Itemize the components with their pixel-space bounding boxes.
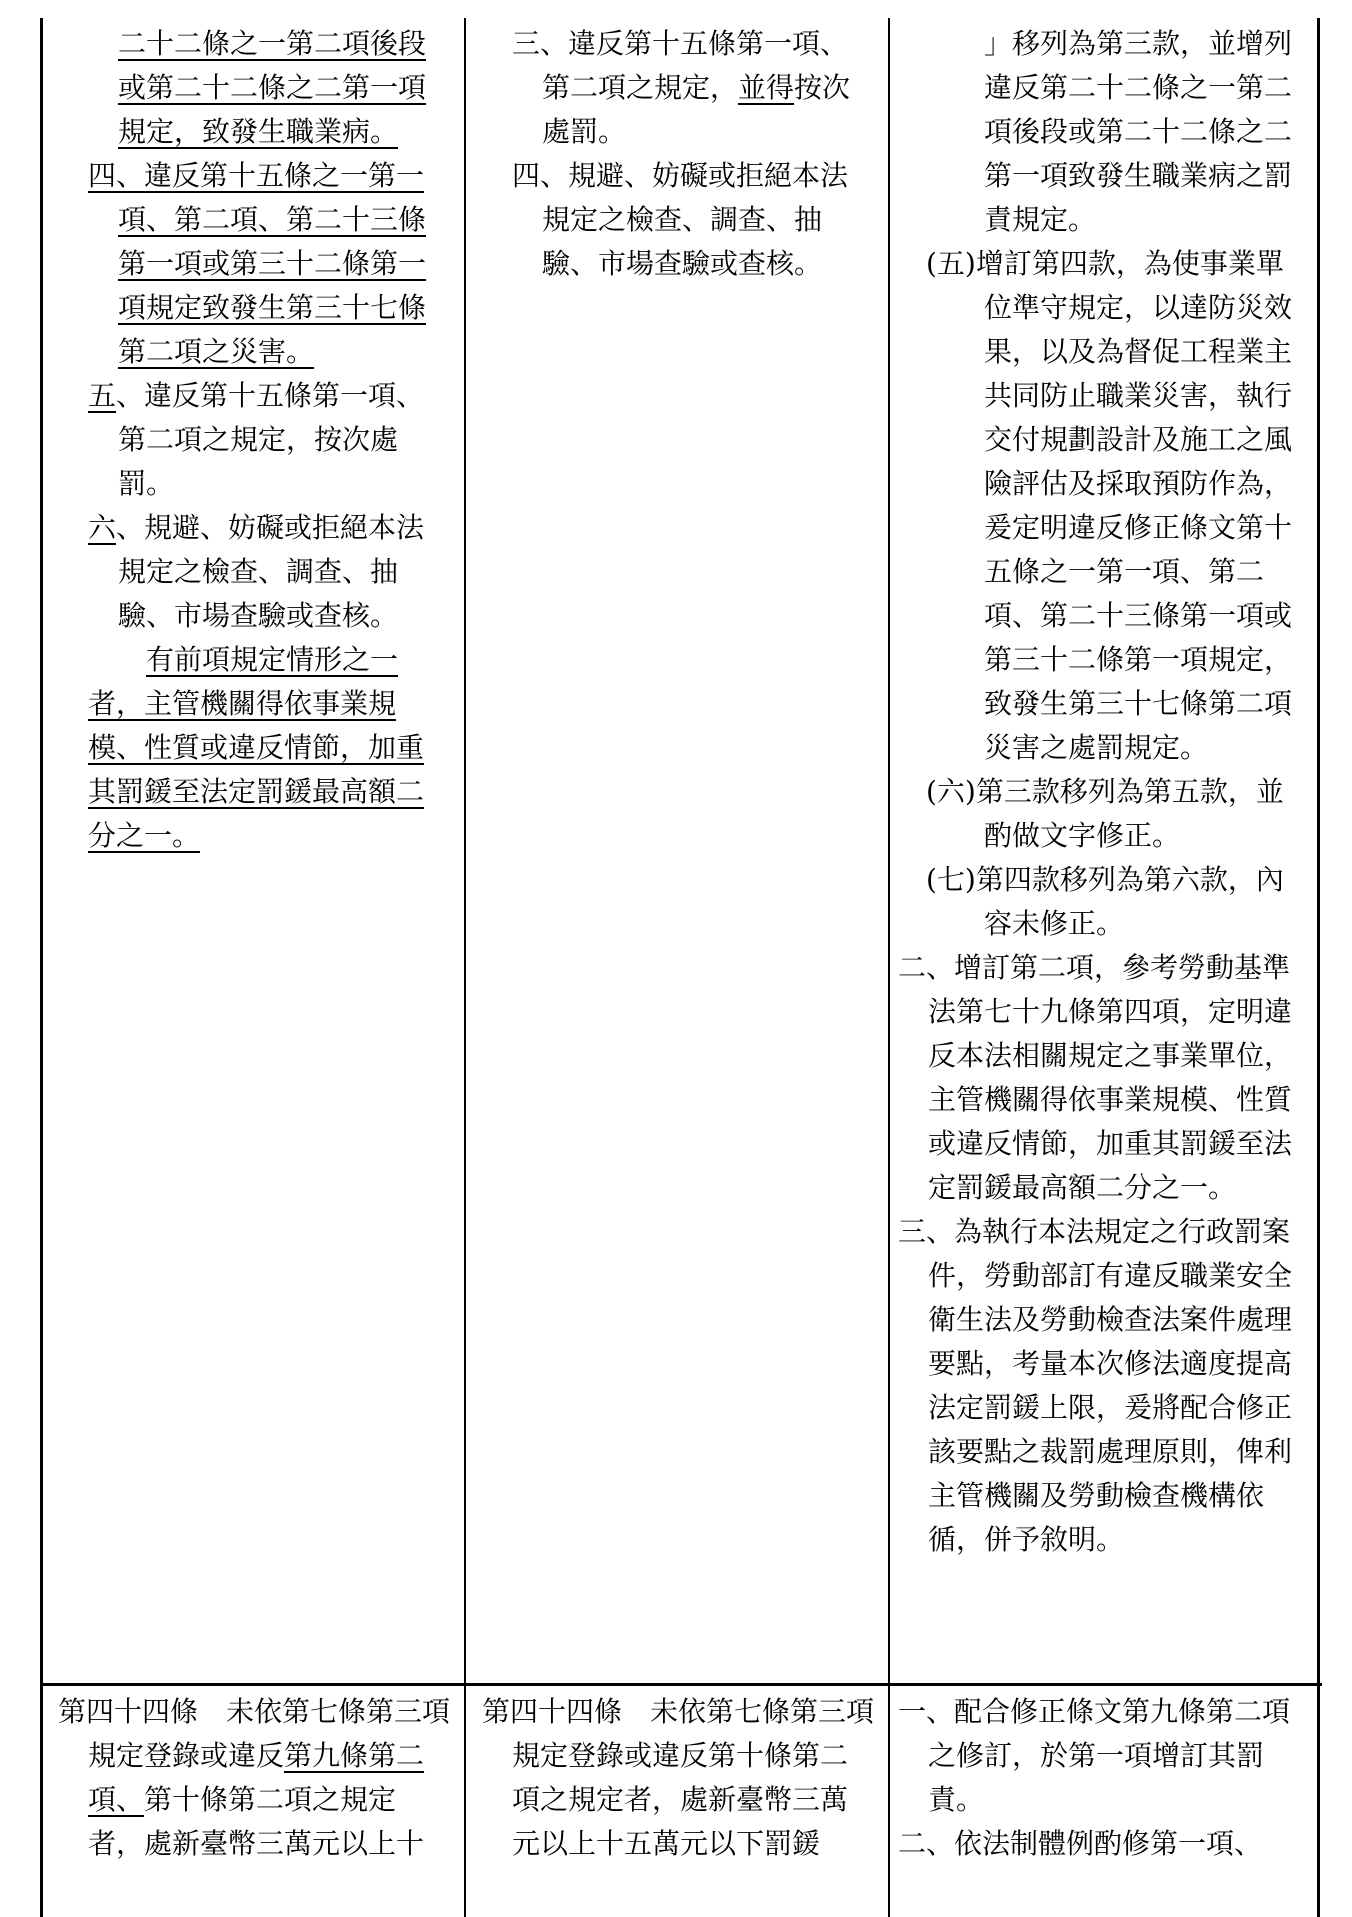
row1-explanation-item-4-tail: 」移列為第三款，並增列違反第二十二條之一第二項後段或第二十二條之二第一項致發生職業病之罰責規定。 — [984, 27, 1293, 236]
column-divider-2 — [888, 18, 890, 1917]
row1-current-text-cell — [512, 22, 872, 286]
amendment-comparison-table — [40, 18, 1322, 1917]
row2-current-article-44: 第四十四條 未依第七條第三項規定登錄或違反第十條第二項之規定者，處新臺幣三萬元以上十五萬元以下罰鍰 — [482, 1695, 875, 1860]
row1-current-item-4: 四、規避、妨礙或拒絕本法規定之檢查、調查、抽驗、市場查驗或查核。 — [512, 159, 849, 280]
row1-amended-item-4: 四、違反第十五條之一第一項、第二項、第二十三條第一項或第三十二條第一項規定致發生第三十七條第二項之災害。 — [88, 159, 427, 368]
row1-explanation-cell — [898, 22, 1306, 1562]
row1-amended-item-5: 五、違反第十五條第一項、第二項之規定，按次處罰。 — [88, 379, 425, 500]
row1-amended-item-3-tail: 二十二條之一第二項後段或第二十二條之二第一項規定，致發生職業病。 — [118, 27, 427, 148]
row1-explanation-item-3: 三、為執行本法規定之行政罰案件，勞動部訂有違反職業安全衛生法及勞動檢查法案件處理要點，考量本次修法適度提高法定罰鍰上限，爰將配合修正該要點之裁罰處理原則，俾利主管機關及勞動檢查機構依循，併予敘明。 — [898, 1215, 1293, 1556]
row2-amended-text-cell — [58, 1690, 450, 1866]
row1-amended-item-6: 六、規避、妨礙或拒絕本法規定之檢查、調查、抽驗、市場查驗或查核。 — [88, 511, 425, 632]
row1-current-item-3: 三、違反第十五條第一項、第二項之規定，並得按次處罰。 — [512, 27, 851, 148]
row1-explanation-sub-7: (七)第四款移列為第六款，內容未修正。 — [926, 863, 1284, 940]
row1-explanation-sub-6: (六)第三款移列為第五款，並酌做文字修正。 — [926, 775, 1284, 852]
row1-explanation-item-2: 二、增訂第二項，參考勞動基準法第七十九條第四項，定明違反本法相關規定之事業單位，主管機關得依事業規模、性質或違反情節，加重其罰鍰至法定罰鍰最高額二分之一。 — [898, 951, 1293, 1204]
table-border-left — [40, 18, 43, 1917]
row2-explanation-item-2: 二、依法制體例酌修第一項、 — [898, 1827, 1263, 1860]
row2-current-text-cell — [482, 1690, 874, 1866]
column-divider-1 — [464, 18, 466, 1917]
table-border-right — [1317, 18, 1320, 1917]
row1-amended-paragraph-2: 有前項規定情形之一者，主管機關得依事業規模、性質或違反情節，加重其罰鍰至法定罰鍰最高額二分之一。 — [88, 643, 425, 852]
row1-amended-text-cell — [88, 22, 448, 858]
row-divider — [40, 1683, 1322, 1686]
row2-amended-article-44: 第四十四條 未依第七條第三項規定登錄或違反第九條第二項、第十條第二項之規定者，處新臺幣三萬元以上十 — [58, 1695, 451, 1860]
row2-explanation-cell — [898, 1690, 1306, 1866]
row1-explanation-sub-5: (五)增訂第四款，為使事業單位準守規定，以達防災效果，以及為督促工程業主共同防止職業災害，執行交付規劃設計及施工之風險評估及採取預防作為，爰定明違反修正條文第十五條之一第一項、第二項、第二十三條第一項或第三十二條第一項規定，致發生第三十七條第二項災害之處罰規定。 — [926, 247, 1293, 764]
row2-explanation-item-1: 一、配合修正條文第九條第二項之修訂，於第一項增訂其罰責。 — [898, 1695, 1291, 1816]
